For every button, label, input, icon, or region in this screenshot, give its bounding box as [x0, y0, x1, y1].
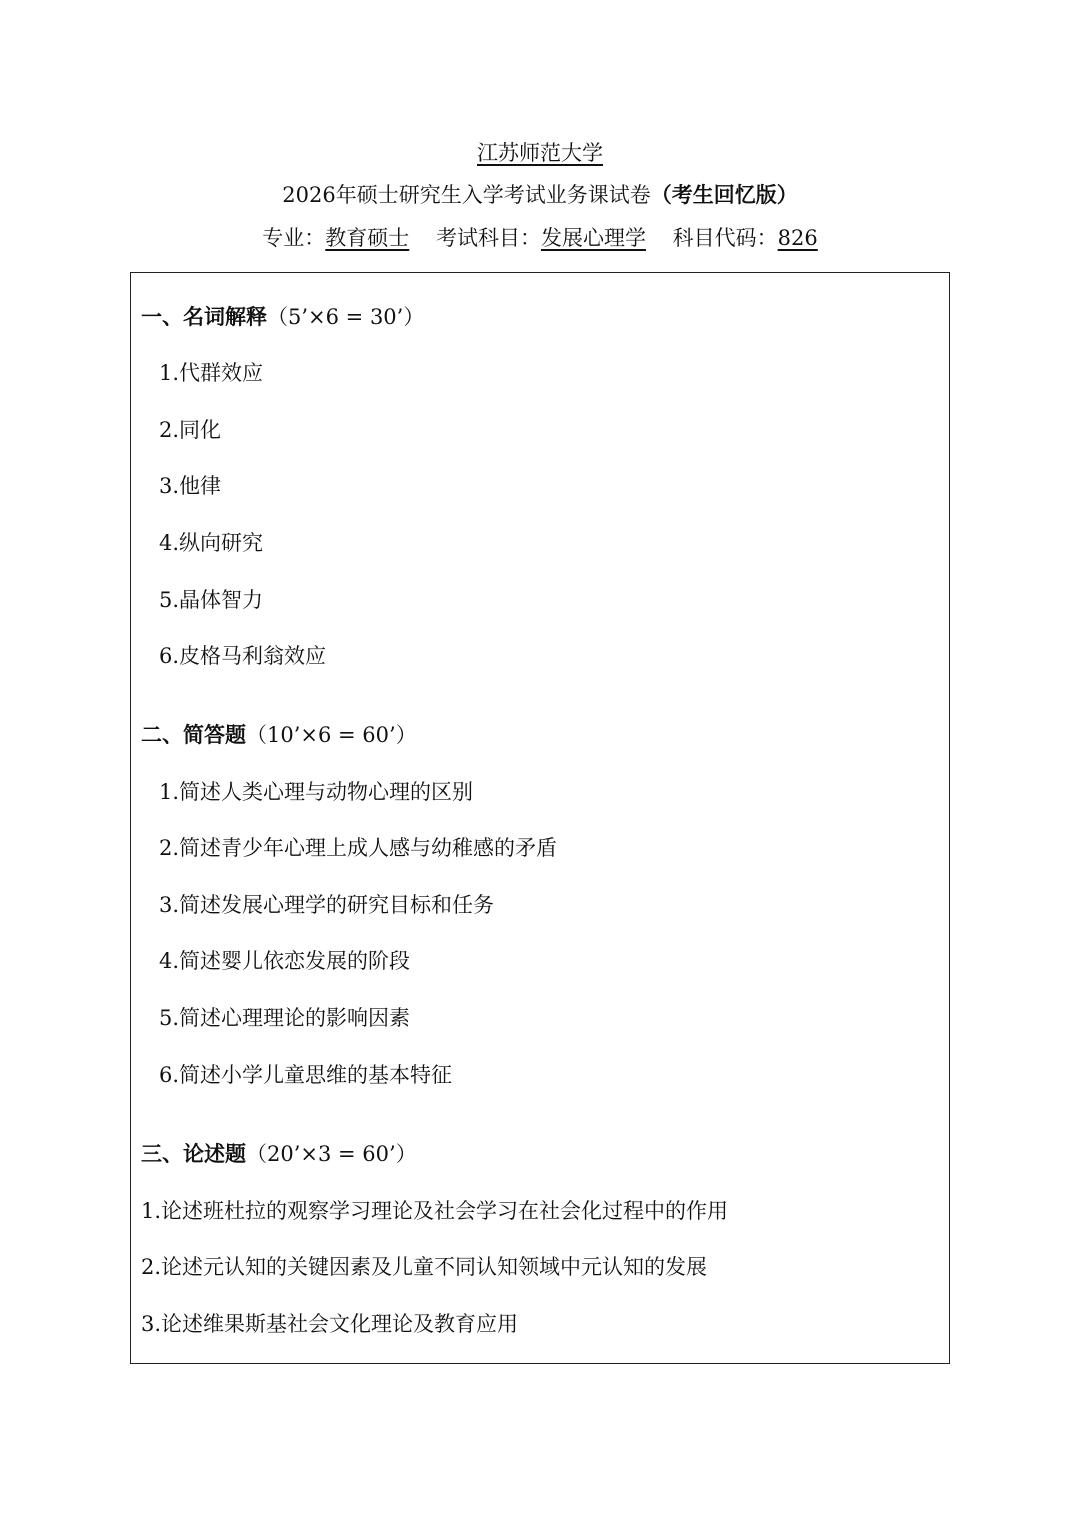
question-item: 4.简述婴儿依恋发展的阶段	[159, 949, 411, 973]
code-value: 826	[777, 226, 818, 250]
question-item: 2.简述青少年心理上成人感与幼稚感的矛盾	[159, 836, 558, 860]
question-item: 1.代群效应	[159, 361, 264, 385]
major-value: 教育硕士	[325, 226, 410, 250]
university-name	[0, 139, 1080, 167]
exam-info-line	[0, 224, 1080, 252]
question-item: 6.皮格马利翁效应	[159, 644, 327, 668]
question-item: 2.论述元认知的关键因素及儿童不同认知领域中元认知的发展	[141, 1255, 708, 1279]
question-item: 4.纵向研究	[159, 531, 264, 555]
section-heading	[141, 721, 417, 749]
section-title: 二、简答题	[141, 722, 246, 747]
university-text: 江苏师范大学	[477, 141, 603, 165]
exam-title-version: （考生回忆版）	[650, 182, 798, 207]
question-item: 3.论述维果斯基社会文化理论及教育应用	[141, 1312, 519, 1336]
section-heading	[141, 303, 424, 331]
subject-label: 考试科目：	[435, 226, 541, 250]
question-item: 5.简述心理理论的影响因素	[159, 1006, 411, 1030]
exam-title-text: 2026年硕士研究生入学考试业务课试卷	[282, 183, 651, 207]
code-label: 科目代码：	[672, 226, 778, 250]
exam-title	[0, 181, 1080, 209]
question-item: 3.他律	[159, 474, 222, 498]
question-box	[130, 272, 950, 1364]
major-label: 专业：	[262, 226, 326, 250]
question-item: 1.论述班杜拉的观察学习理论及社会学习在社会化过程中的作用	[141, 1199, 729, 1223]
section-title: 三、论述题	[141, 1141, 246, 1166]
question-item: 2.同化	[159, 418, 222, 442]
section-score: （20’×3 = 60’）	[246, 1142, 417, 1166]
section-title: 一、名词解释	[141, 304, 267, 329]
question-item: 6.简述小学儿童思维的基本特征	[159, 1063, 453, 1087]
question-item: 5.晶体智力	[159, 588, 264, 612]
section-score: （10’×6 = 60’）	[246, 723, 417, 747]
section-heading	[141, 1140, 417, 1168]
question-item: 1.简述人类心理与动物心理的区别	[159, 780, 474, 804]
section-score: （5’×6 = 30’）	[267, 305, 425, 329]
question-item: 3.简述发展心理学的研究目标和任务	[159, 893, 495, 917]
subject-value: 发展心理学	[540, 226, 646, 250]
